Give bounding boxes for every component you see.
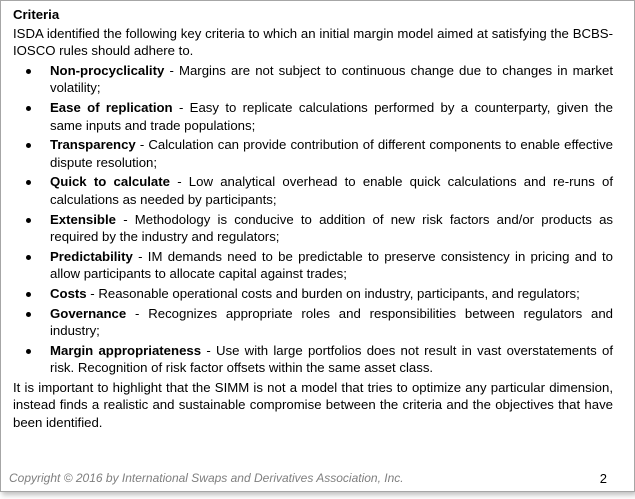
criteria-description: - Low analytical overhead to enable quick calculations and re-runs of calculations as needed by participants;	[50, 174, 613, 207]
criteria-term: Margin appropriateness	[50, 342, 202, 358]
intro-paragraph: ISDA identified the following key criteria to which an initial margin model aimed at satisfying the BCBS-IOSCO rules should adhere to.	[13, 25, 613, 59]
criteria-term: Costs	[50, 285, 87, 301]
criteria-description: - Recognizes appropriate roles and responsibilities between regulators and industry;	[50, 305, 613, 339]
page-number: 2	[599, 471, 607, 486]
bullet-icon	[26, 69, 31, 74]
criteria-item	[13, 211, 613, 246]
criteria-item	[13, 99, 613, 134]
criteria-term: Ease of replication	[50, 99, 173, 115]
criteria-item	[13, 62, 613, 97]
criteria-description: - Methodology is conducive to addition of new risk factors and/or products as required by the industry and regulators;	[50, 211, 613, 245]
criteria-description: - Reasonable operational costs and burden on industry, participants, and regulators;	[86, 285, 580, 301]
page-footer	[9, 471, 615, 485]
criteria-description: - Use with large portfolios does not result in vast overstatements of risk. Recognition of risk factor offsets within the same asset class.	[50, 342, 613, 376]
criteria-term: Extensible	[50, 211, 116, 227]
section-heading: Criteria	[13, 7, 60, 22]
copyright-notice: Copyright © 2016 by International Swaps and Derivatives Association, Inc.	[9, 471, 404, 485]
criteria-term: Quick to calculate	[50, 174, 170, 190]
bullet-icon	[26, 312, 31, 317]
criteria-item	[13, 173, 613, 208]
bullet-icon	[26, 218, 31, 223]
criteria-description: - IM demands need to be predictable to preserve consistency in pricing and to allow participants to allocate capital against trades;	[50, 248, 613, 282]
criteria-list	[13, 62, 613, 377]
criteria-description: - Margins are not subject to continuous change due to changes in market volatility;	[50, 62, 613, 96]
bullet-icon	[26, 255, 31, 260]
document-content	[13, 6, 613, 432]
criteria-term: Non-procyclicality	[50, 62, 165, 78]
criteria-term: Predictability	[50, 248, 133, 264]
bullet-icon	[26, 292, 31, 297]
bullet-icon	[26, 180, 31, 185]
conclusion-paragraph: It is important to highlight that the SIMM is not a model that tries to optimize any particular dimension, instead finds a realistic and sustainable compromise between the criteria and the objectives that have been identified.	[13, 379, 613, 431]
criteria-item	[13, 305, 613, 340]
bullet-icon	[26, 143, 31, 148]
criteria-item	[13, 248, 613, 283]
criteria-description: - Easy to replicate calculations performed by a counterparty, given the same inputs and trade populations;	[50, 99, 613, 133]
bullet-icon	[26, 349, 31, 354]
criteria-term: Governance	[50, 305, 127, 321]
criteria-item	[13, 285, 613, 303]
criteria-description: - Calculation can provide contribution of different components to enable effective dispute resolution;	[50, 137, 613, 170]
bullet-icon	[26, 106, 31, 111]
criteria-item	[13, 342, 613, 377]
criteria-term: Transparency	[50, 137, 136, 153]
criteria-item	[13, 136, 613, 171]
